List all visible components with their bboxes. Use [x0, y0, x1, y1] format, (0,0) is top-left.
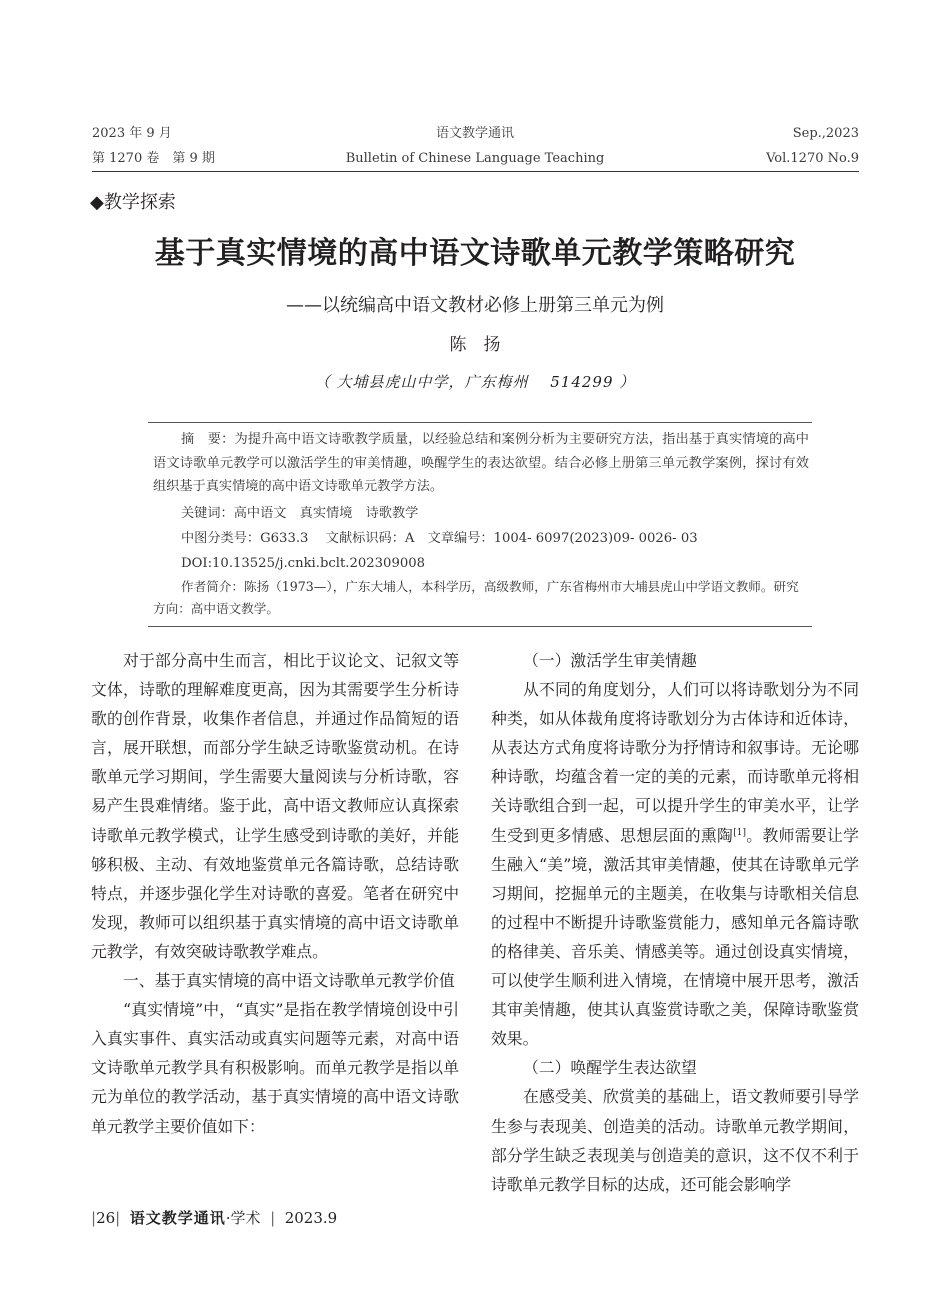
section-1-paragraph: “真实情境”中，“真实”是指在教学情境创设中引入真实事件、真实活动或真实问题等元素，对高中语文诗歌单元教学具有积极影响。而单元教学是指以单元为单位的教学活动，基于真实情境的高中语文诗歌单元教学主要价值如下：	[91, 1000, 459, 1136]
subsection-1-text-b: 。教师需要让学生融入“美”境，激活其审美情趣，使其在诗歌单元学习期间，挖掘单元的主题美，在收集与诗歌相关信息的过程中不断提升诗歌鉴赏能力，感知单元各篇诗歌的格律美、音乐美、情感美等。通过创设真实情境，可以使学生顺利进入情境，在情境中展开思考，激活其审美情趣，使其认真鉴赏诗歌之美，保障诗歌鉴赏效果。	[491, 825, 859, 1049]
footer-section: ·学术	[225, 1209, 261, 1227]
paper-subtitle: ——以统编高中语文教材必修上册第三单元为例	[286, 295, 664, 316]
page-number: 26	[96, 1209, 116, 1227]
doi-line: DOI:10.13525/j.cnki.bclt.202309008	[181, 556, 426, 571]
intro-paragraph: 对于部分高中生而言，相比于议论文、记叙文等文体，诗歌的理解难度更高，因为其需要学生分析诗歌的创作背景，收集作者信息，并通过作品简短的语言，展开联想，而部分学生缺乏诗歌鉴赏动机。在诗歌单元学习期间，学生需要大量阅读与分析诗歌，容易产生畏难情绪。鉴于此，高中语文教师应认真探索诗歌单元教学模式，让学生感受到诗歌的美好，并能够积极、主动、有效地鉴赏单元各篇诗歌，总结诗歌特点，并逐步强化学生对诗歌的喜爱。笔者在研究中发现，教师可以组织基于真实情境的高中语文诗歌单元教学，有效突破诗歌教学难点。	[91, 651, 459, 961]
citation-1: [1]	[733, 827, 746, 838]
abstract-text: 摘 要：为提升高中语文诗歌教学质量，以经验总结和案例分析为主要研究方法，指出基于真实情境的高中语文诗歌单元教学可以激活学生的审美情趣，唤醒学生的表达欲望。结合必修上册第三单元教学案例，探讨有效组织基于真实情境的高中语文诗歌单元教学方法。	[153, 432, 809, 494]
subsection-heading-1: （一）激活学生审美情趣	[523, 651, 697, 670]
author-affiliation: （ 大埔县虎山中学，广东梅州 514299 ）	[314, 373, 636, 391]
author-name: 陈 扬	[449, 335, 501, 355]
header-journal-cn: 语文教学通讯	[435, 126, 514, 141]
subsection-1-paragraph	[491, 675, 859, 1053]
keywords: 关键词：高中语文 真实情境 诗歌教学	[181, 506, 419, 521]
footer-journal: 语文教学通讯	[129, 1209, 226, 1227]
abstract-top-rule	[148, 422, 812, 423]
header-date-cn: 2023 年 9 月	[92, 126, 172, 141]
header-rule	[92, 171, 859, 172]
page-footer: |26| 语文教学通讯·学术 | 2023.9	[91, 1209, 338, 1227]
subsection-heading-2: （二）唤醒学生表达欲望	[523, 1058, 697, 1078]
subsection-1-text-a: 从不同的角度划分，人们可以将诗歌划分为不同种类，如从体裁角度将诗歌划分为古体诗和近体诗，从表达方式角度将诗歌分为抒情诗和叙事诗。无论哪种诗歌，均蕴含着一定的美的元素，而诗歌单元将相关诗歌组合到一起，可以提升学生的审美水平，让学生受到更多情感、思想层面的熏陶	[491, 680, 859, 845]
subsection-2-paragraph: 在感受美、欣赏美的基础上，语文教师要引导学生参与表现美、创造美的活动。诗歌单元教学期间，部分学生缺乏表现美与创造美的意识，这不仅不利于诗歌单元教学目标的达成，还可能会影响学	[491, 1087, 859, 1194]
paper-title: 基于真实情境的高中语文诗歌单元教学策略研究	[154, 236, 796, 271]
body-left-column	[91, 646, 459, 1141]
footer-year: 2023.9	[284, 1209, 338, 1227]
header-journal-en: Bulletin of Chinese Language Teaching	[345, 151, 605, 166]
header-volume-en: Vol.1270 No.9	[766, 151, 859, 166]
section-heading-1: 一、基于真实情境的高中语文诗歌单元教学价值	[123, 971, 455, 991]
header-date-en: Sep.,2023	[792, 126, 859, 141]
section-label: ◆教学探索	[90, 192, 176, 213]
classification-line: 中图分类号：G633.3 文献标识码：A 文章编号：1004- 6097(2023)09- 0026- 03	[181, 531, 698, 546]
abstract-bottom-rule	[148, 626, 812, 627]
body-right-column	[491, 646, 859, 1199]
author-bio: 作者简介：陈扬（1973—），广东大埔人，本科学历，高级教师，广东省梅州市大埔县虎山中学语文教师。研究方向：高中语文教学。	[153, 579, 799, 616]
header-volume-cn: 第 1270 卷 第 9 期	[92, 151, 215, 166]
